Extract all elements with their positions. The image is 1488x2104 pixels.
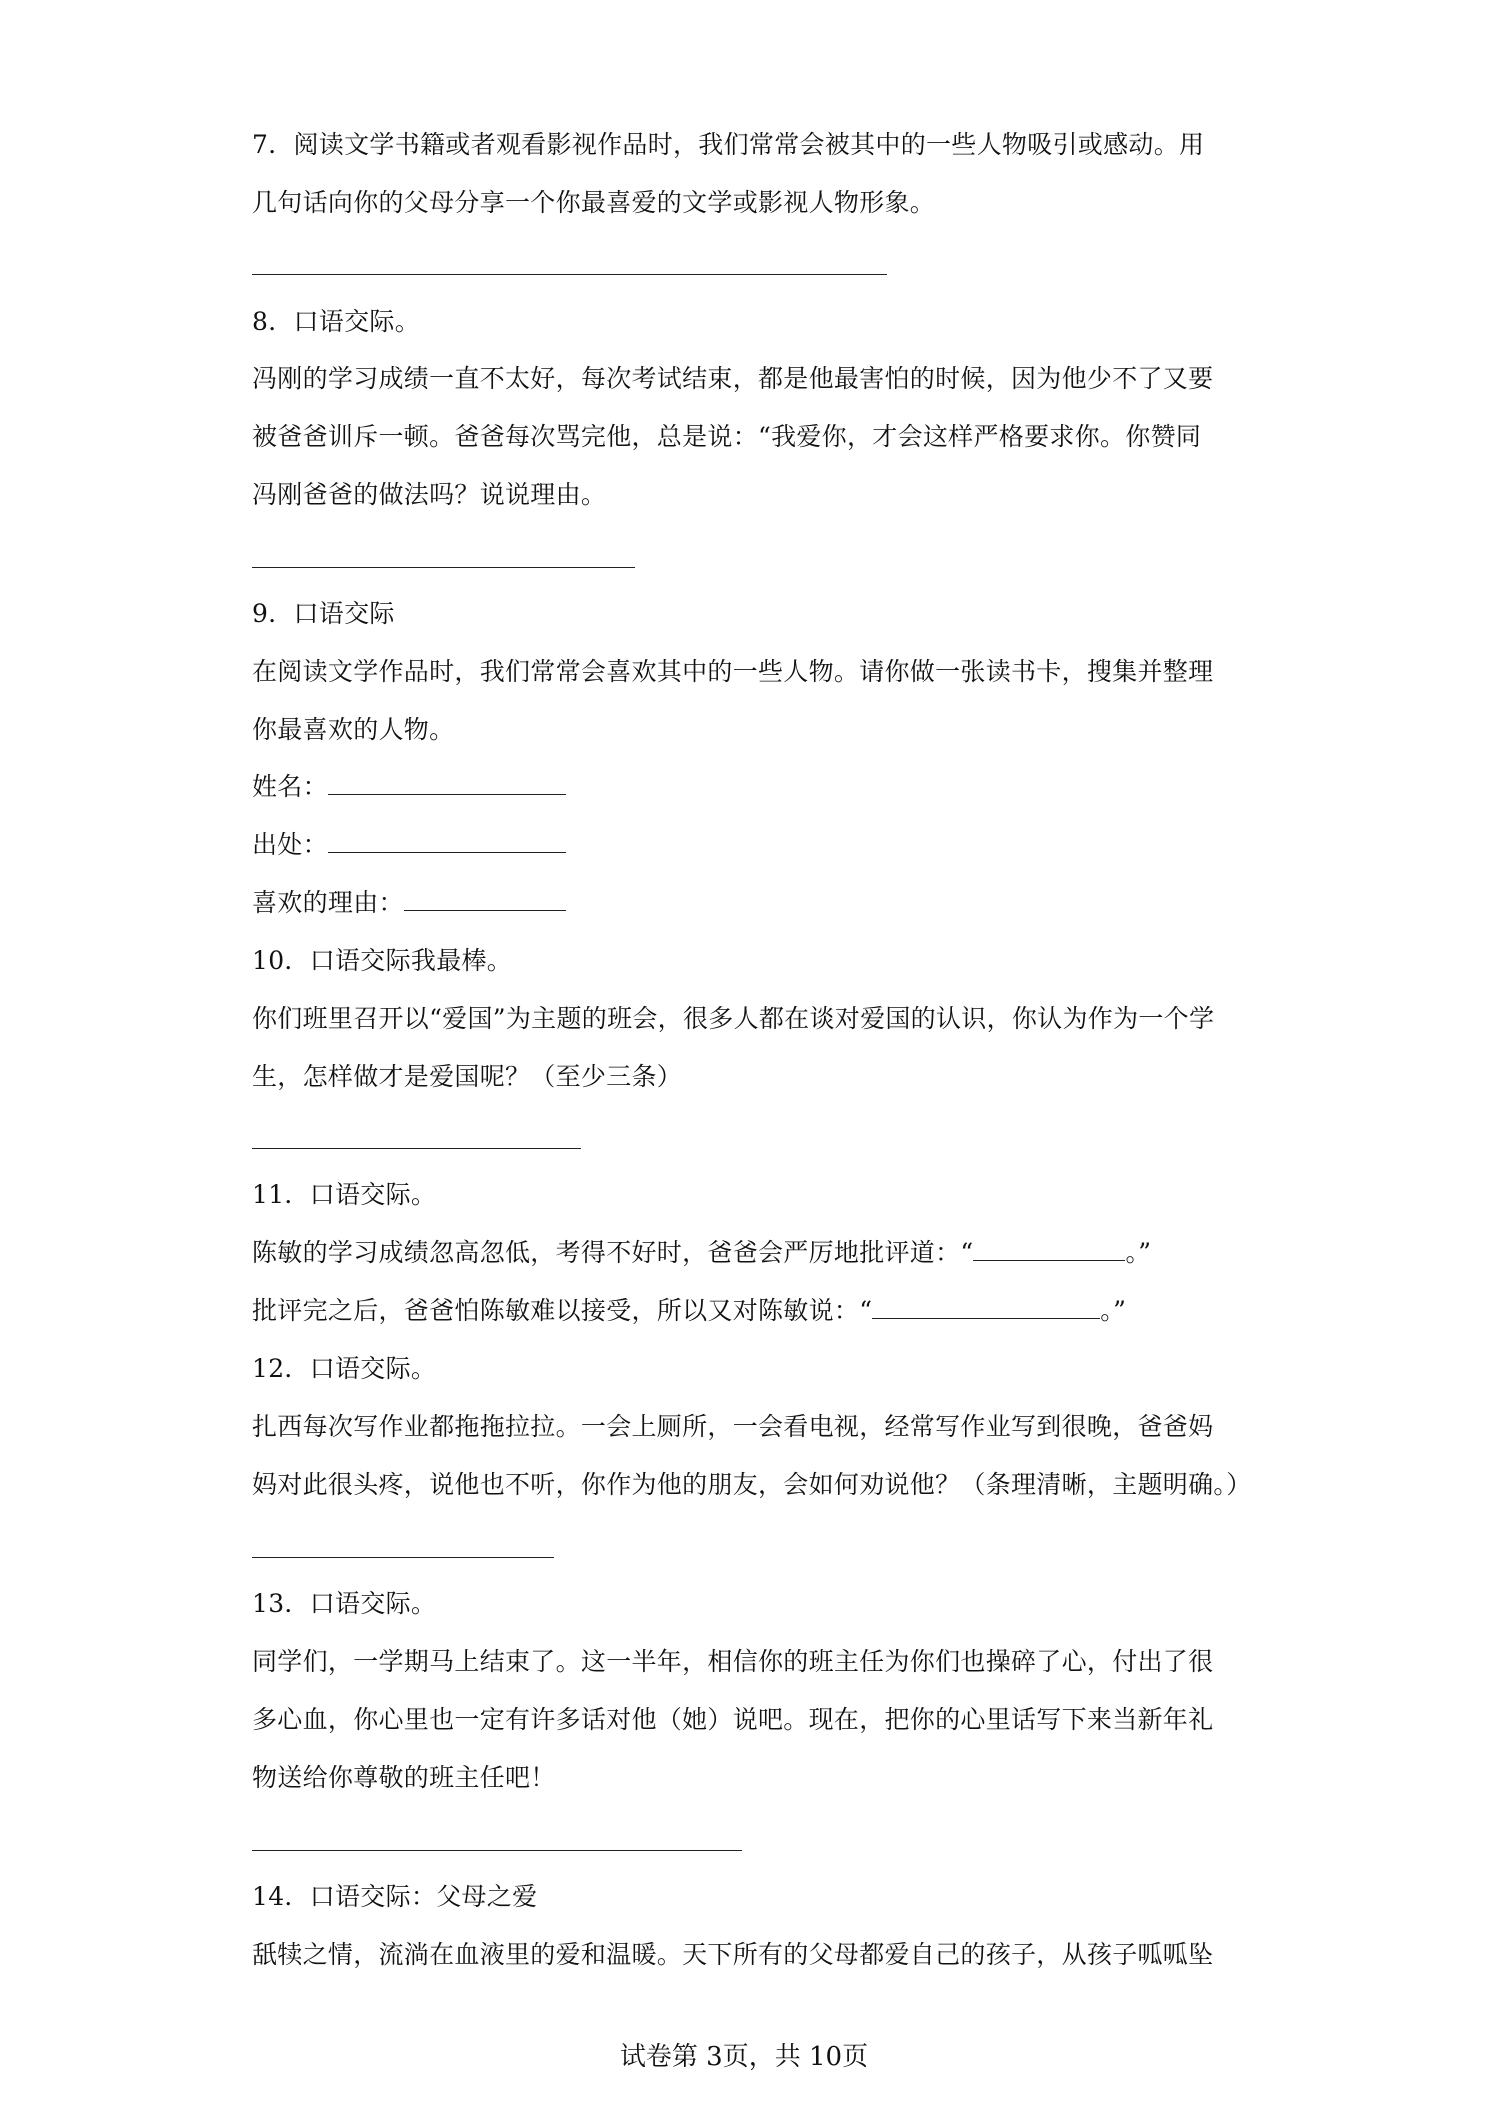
q14-title: 14．口语交际：父母之爱 bbox=[252, 1882, 538, 1911]
q12-title: 12．口语交际。 bbox=[252, 1354, 437, 1383]
q9-name-label: 姓名： bbox=[252, 772, 328, 801]
q10-line-2: 生，怎样做才是爱国呢？（至少三条） bbox=[252, 1062, 683, 1091]
q7-line-1: 7．阅读文学书籍或者观看影视作品时，我们常常会被其中的一些人物吸引或感动。用 bbox=[252, 130, 1205, 159]
q9-source-label: 出处： bbox=[252, 830, 328, 859]
q9-name-row bbox=[252, 770, 566, 804]
q11-line-1-text: 陈敏的学习成绩忽高忽低，考得不好时，爸爸会严厉地批评道：“ bbox=[252, 1238, 974, 1267]
q11-line-2-text: 批评完之后，爸爸怕陈敏难以接受，所以又对陈敏说：“ bbox=[252, 1296, 873, 1325]
q12-answer-line[interactable] bbox=[252, 1557, 554, 1558]
q13-line-3: 物送给你尊敬的班主任吧！ bbox=[252, 1763, 556, 1792]
q8-title: 8．口语交际。 bbox=[252, 307, 421, 336]
q9-line-1: 在阅读文学作品时，我们常常会喜欢其中的一些人物。请你做一张读书卡，搜集并整理 bbox=[252, 657, 1214, 686]
q13-title: 13．口语交际。 bbox=[252, 1589, 437, 1618]
q11-line-1 bbox=[252, 1236, 1151, 1270]
q11-line-2 bbox=[252, 1294, 1126, 1328]
q8-line-1: 冯刚的学习成绩一直不太好，每次考试结束，都是他最害怕的时候，因为他少不了又要 bbox=[252, 364, 1214, 393]
q7-line-2: 几句话向你的父母分享一个你最喜爱的文学或影视人物形象。 bbox=[252, 188, 936, 217]
q9-source-blank[interactable] bbox=[328, 830, 566, 853]
q13-answer-line[interactable] bbox=[252, 1850, 742, 1851]
page-footer: 试卷第 3页，共 10页 bbox=[619, 2042, 869, 2072]
q10-title: 10．口语交际我最棒。 bbox=[252, 946, 513, 975]
q13-line-2: 多心血，你心里也一定有许多话对他（她）说吧。现在，把你的心里话写下来当新年礼 bbox=[252, 1705, 1214, 1734]
q9-line-2: 你最喜欢的人物。 bbox=[252, 715, 455, 744]
q9-reason-blank[interactable] bbox=[404, 888, 566, 911]
q11-title: 11．口语交际。 bbox=[252, 1180, 437, 1209]
q9-reason-row bbox=[252, 886, 566, 920]
q11-blank-1[interactable] bbox=[973, 1238, 1125, 1261]
q8-line-2: 被爸爸训斥一顿。爸爸每次骂完他，总是说：“我爱你，才会这样严格要求你。你赞同 bbox=[252, 422, 1202, 451]
q9-source-row bbox=[252, 828, 566, 862]
q11-blank-2[interactable] bbox=[872, 1296, 1100, 1319]
q12-line-2: 妈对此很头疼，说他也不听，你作为他的朋友，会如何劝说他？（条理清晰，主题明确。） bbox=[252, 1470, 1252, 1499]
q8-line-3: 冯刚爸爸的做法吗？说说理由。 bbox=[252, 480, 607, 509]
q11-line-2-end: 。” bbox=[1100, 1296, 1127, 1325]
q10-answer-line[interactable] bbox=[252, 1148, 581, 1149]
q13-line-1: 同学们，一学期马上结束了。这一半年，相信你的班主任为你们也操碎了心，付出了很 bbox=[252, 1647, 1214, 1676]
q14-line-1: 舐犊之情，流淌在血液里的爱和温暖。天下所有的父母都爱自己的孩子，从孩子呱呱坠 bbox=[252, 1940, 1214, 1969]
q10-line-1: 你们班里召开以“爱国”为主题的班会，很多人都在谈对爱国的认识，你认为作为一个学 bbox=[252, 1004, 1215, 1033]
q12-line-1: 扎西每次写作业都拖拖拉拉。一会上厕所，一会看电视，经常写作业写到很晚，爸爸妈 bbox=[252, 1412, 1214, 1441]
q9-name-blank[interactable] bbox=[328, 772, 566, 795]
q11-line-1-end: 。” bbox=[1125, 1238, 1152, 1267]
q9-reason-label: 喜欢的理由： bbox=[252, 888, 404, 917]
q7-answer-line[interactable] bbox=[252, 274, 887, 275]
q9-title: 9．口语交际 bbox=[252, 599, 395, 628]
q8-answer-line[interactable] bbox=[252, 567, 635, 568]
